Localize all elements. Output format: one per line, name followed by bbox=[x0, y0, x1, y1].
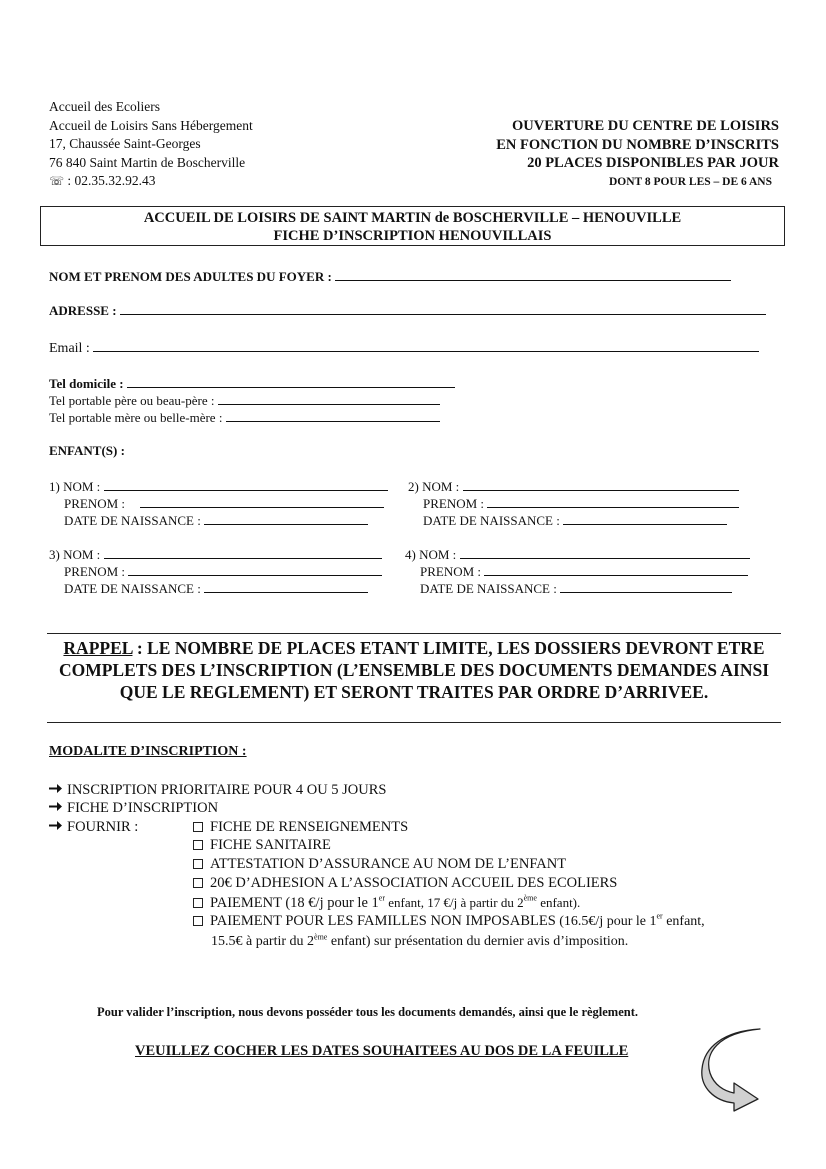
modalite-item-text: FOURNIR : bbox=[67, 819, 139, 835]
child-4-nom-field[interactable] bbox=[460, 546, 750, 559]
checkbox[interactable] bbox=[193, 916, 203, 926]
payment-ni-text: (16.5€/j pour le 1 bbox=[555, 914, 657, 929]
sup-text: er bbox=[656, 911, 663, 921]
dob-label: DATE DE NAISSANCE : bbox=[423, 513, 560, 528]
modalite-item bbox=[49, 782, 386, 799]
tel-father-field[interactable] bbox=[218, 392, 440, 405]
child-3-nom-row bbox=[49, 546, 382, 563]
email-label: Email : bbox=[49, 341, 90, 356]
turn-page-arrow-icon bbox=[700, 1025, 770, 1115]
child-number: 4) bbox=[405, 547, 416, 562]
dob-label: DATE DE NAISSANCE : bbox=[420, 581, 557, 596]
opening-notice bbox=[496, 117, 779, 191]
child-number: 3) bbox=[49, 547, 60, 562]
tel-home-row bbox=[49, 375, 455, 392]
child-number: 2) bbox=[408, 479, 419, 494]
checklist-item[interactable] bbox=[193, 856, 566, 873]
child-3-prenom-row bbox=[64, 563, 382, 580]
modalite-item-text: INSCRIPTION PRIORITAIRE POUR 4 OU 5 JOURS bbox=[67, 782, 387, 798]
modalite-item bbox=[49, 819, 138, 836]
tel-father-label: Tel portable père ou beau-père : bbox=[49, 393, 215, 408]
notice-line: OUVERTURE DU CENTRE DE LOISIRS bbox=[512, 118, 779, 134]
adults-row bbox=[49, 268, 731, 285]
child-1-nom-row bbox=[49, 478, 388, 495]
checklist-text: ATTESTATION D’ASSURANCE AU NOM DE L’ENFANT bbox=[210, 856, 567, 872]
child-2-dob-row bbox=[423, 512, 727, 529]
rappel-text: : LE NOMBRE DE PLACES ETANT LIMITE, LES DOSSIERS DEVRONT ETRE COMPLETS DES L’INSCRIPTION (L’ENSEMBLE DES DOCUMENTS DEMANDES AINSI QUE LE REGLEMENT) ET SERONT TRAITES PAR ORDRE D’ARRIVEE. bbox=[58, 638, 770, 702]
checklist-item-payment[interactable] bbox=[193, 894, 580, 912]
child-2-dob-field[interactable] bbox=[563, 512, 727, 525]
rappel-label: RAPPEL bbox=[63, 638, 133, 658]
checkbox[interactable] bbox=[193, 898, 203, 908]
address-row bbox=[49, 302, 766, 319]
checklist-text: FICHE DE RENSEIGNEMENTS bbox=[210, 819, 409, 835]
notice-line: 20 PLACES DISPONIBLES PAR JOUR bbox=[527, 155, 779, 171]
organization-address bbox=[49, 98, 253, 191]
checkbox[interactable] bbox=[193, 878, 203, 888]
child-3-dob-row bbox=[64, 580, 368, 597]
telephone-icon: ☏ bbox=[49, 174, 65, 188]
payment-ni-label: PAIEMENT POUR LES FAMILLES NON IMPOSABLES bbox=[210, 913, 556, 929]
nom-label: NOM : bbox=[422, 479, 460, 494]
child-3-dob-field[interactable] bbox=[204, 580, 368, 593]
child-3-prenom-field[interactable] bbox=[128, 563, 382, 576]
arrow-right-icon bbox=[49, 819, 63, 836]
org-line: 76 840 Saint Martin de Boscherville bbox=[49, 154, 246, 170]
nom-label: NOM : bbox=[419, 547, 457, 562]
child-4-dob-field[interactable] bbox=[560, 580, 732, 593]
checkbox[interactable] bbox=[193, 822, 203, 832]
child-4-nom-row bbox=[405, 546, 750, 563]
tel-mother-label: Tel portable mère ou belle-mère : bbox=[49, 410, 223, 425]
sup-text: er bbox=[378, 893, 385, 903]
payment-ni-continuation bbox=[211, 934, 628, 950]
child-1-dob-field[interactable] bbox=[204, 512, 368, 525]
email-field[interactable] bbox=[93, 339, 759, 352]
child-1-prenom-row bbox=[64, 495, 384, 512]
sup-text: ème bbox=[523, 893, 537, 903]
validation-note: Pour valider l’inscription, nous devons posséder tous les documents demandés, ainsi que le règlement. bbox=[97, 1005, 639, 1019]
form-title-box bbox=[40, 206, 785, 246]
rappel-notice bbox=[47, 633, 781, 723]
checklist-item[interactable] bbox=[193, 875, 617, 892]
checklist-text: 20€ D’ADHESION A L’ASSOCIATION ACCUEIL DES ECOLIERS bbox=[210, 875, 618, 891]
dates-instruction: VEUILLEZ COCHER LES DATES SOUHAITEES AU DOS DE LA FEUILLE bbox=[135, 1043, 629, 1059]
payment-ni-text: enfant) sur présentation du dernier avis d’imposition. bbox=[327, 934, 629, 949]
child-2-prenom-row bbox=[423, 495, 739, 512]
arrow-right-icon bbox=[49, 800, 63, 817]
notice-line: EN FONCTION DU NOMBRE D’INSCRITS bbox=[496, 136, 779, 153]
prenom-label: PRENOM : bbox=[64, 496, 126, 511]
org-line: Accueil des Ecoliers bbox=[49, 99, 160, 114]
child-4-prenom-field[interactable] bbox=[484, 563, 748, 576]
child-2-nom-field[interactable] bbox=[463, 478, 739, 491]
prenom-label: PRENOM : bbox=[423, 496, 485, 511]
org-line: 17, Chaussée Saint-Georges bbox=[49, 136, 201, 151]
email-row bbox=[49, 339, 759, 357]
address-field[interactable] bbox=[120, 302, 766, 315]
checklist-item[interactable] bbox=[193, 819, 408, 836]
checklist-item-payment-non-imposable[interactable] bbox=[193, 912, 705, 930]
phone-line: ☏ : 02.35.32.92.43 bbox=[49, 173, 156, 188]
prenom-label: PRENOM : bbox=[420, 564, 482, 579]
child-1-dob-row bbox=[64, 512, 368, 529]
child-1-nom-field[interactable] bbox=[104, 478, 388, 491]
nom-label: NOM : bbox=[63, 547, 101, 562]
payment-text: enfant, 17 €/j à partir du 2 bbox=[384, 895, 524, 910]
nom-label: NOM : bbox=[63, 479, 101, 494]
tel-home-field[interactable] bbox=[127, 375, 455, 388]
checklist-item[interactable] bbox=[193, 837, 331, 854]
child-2-prenom-field[interactable] bbox=[487, 495, 739, 508]
child-4-prenom-row bbox=[420, 563, 748, 580]
tel-father-row bbox=[49, 392, 440, 409]
notice-small: DONT 8 POUR LES – DE 6 ANS bbox=[608, 175, 772, 188]
checkbox[interactable] bbox=[193, 859, 203, 869]
tel-mother-field[interactable] bbox=[226, 409, 440, 422]
arrow-right-icon bbox=[49, 782, 63, 799]
adults-field[interactable] bbox=[335, 268, 731, 281]
child-4-dob-row bbox=[420, 580, 732, 597]
checkbox[interactable] bbox=[193, 840, 203, 850]
checklist-text: FICHE SANITAIRE bbox=[210, 837, 331, 853]
modalite-item bbox=[49, 800, 218, 817]
tel-mother-row bbox=[49, 409, 440, 426]
payment-ni-text: 15.5€ à partir du 2 bbox=[211, 934, 315, 949]
sup-text: ème bbox=[314, 932, 328, 942]
form-title-line1: ACCUEIL DE LOISIRS DE SAINT MARTIN de BOSCHERVILLE – HENOUVILLE bbox=[143, 210, 682, 226]
payment-ni-text: enfant, bbox=[662, 914, 705, 929]
org-line: Accueil de Loisirs Sans Hébergement bbox=[49, 117, 253, 133]
modalite-title: MODALITE D’INSCRIPTION : bbox=[49, 744, 247, 759]
children-label: ENFANT(S) : bbox=[49, 443, 125, 458]
dob-label: DATE DE NAISSANCE : bbox=[64, 581, 201, 596]
tel-home-label: Tel domicile : bbox=[49, 376, 124, 391]
phone-number: 02.35.32.92.43 bbox=[74, 173, 156, 188]
adults-label: NOM ET PRENOM DES ADULTES DU FOYER : bbox=[49, 269, 332, 284]
form-title-line2: FICHE D’INSCRIPTION HENOUVILLAIS bbox=[273, 228, 552, 244]
child-2-nom-row bbox=[408, 478, 739, 495]
child-1-prenom-field[interactable] bbox=[140, 495, 384, 508]
dob-label: DATE DE NAISSANCE : bbox=[64, 513, 201, 528]
address-label: ADRESSE : bbox=[49, 303, 117, 318]
prenom-label: PRENOM : bbox=[64, 564, 126, 579]
child-number: 1) bbox=[49, 479, 60, 494]
child-3-nom-field[interactable] bbox=[104, 546, 382, 559]
modalite-item-text: FICHE D’INSCRIPTION bbox=[67, 800, 219, 816]
payment-text: enfant). bbox=[536, 895, 581, 910]
payment-label: PAIEMENT (18 €/j pour le 1 bbox=[210, 895, 379, 911]
